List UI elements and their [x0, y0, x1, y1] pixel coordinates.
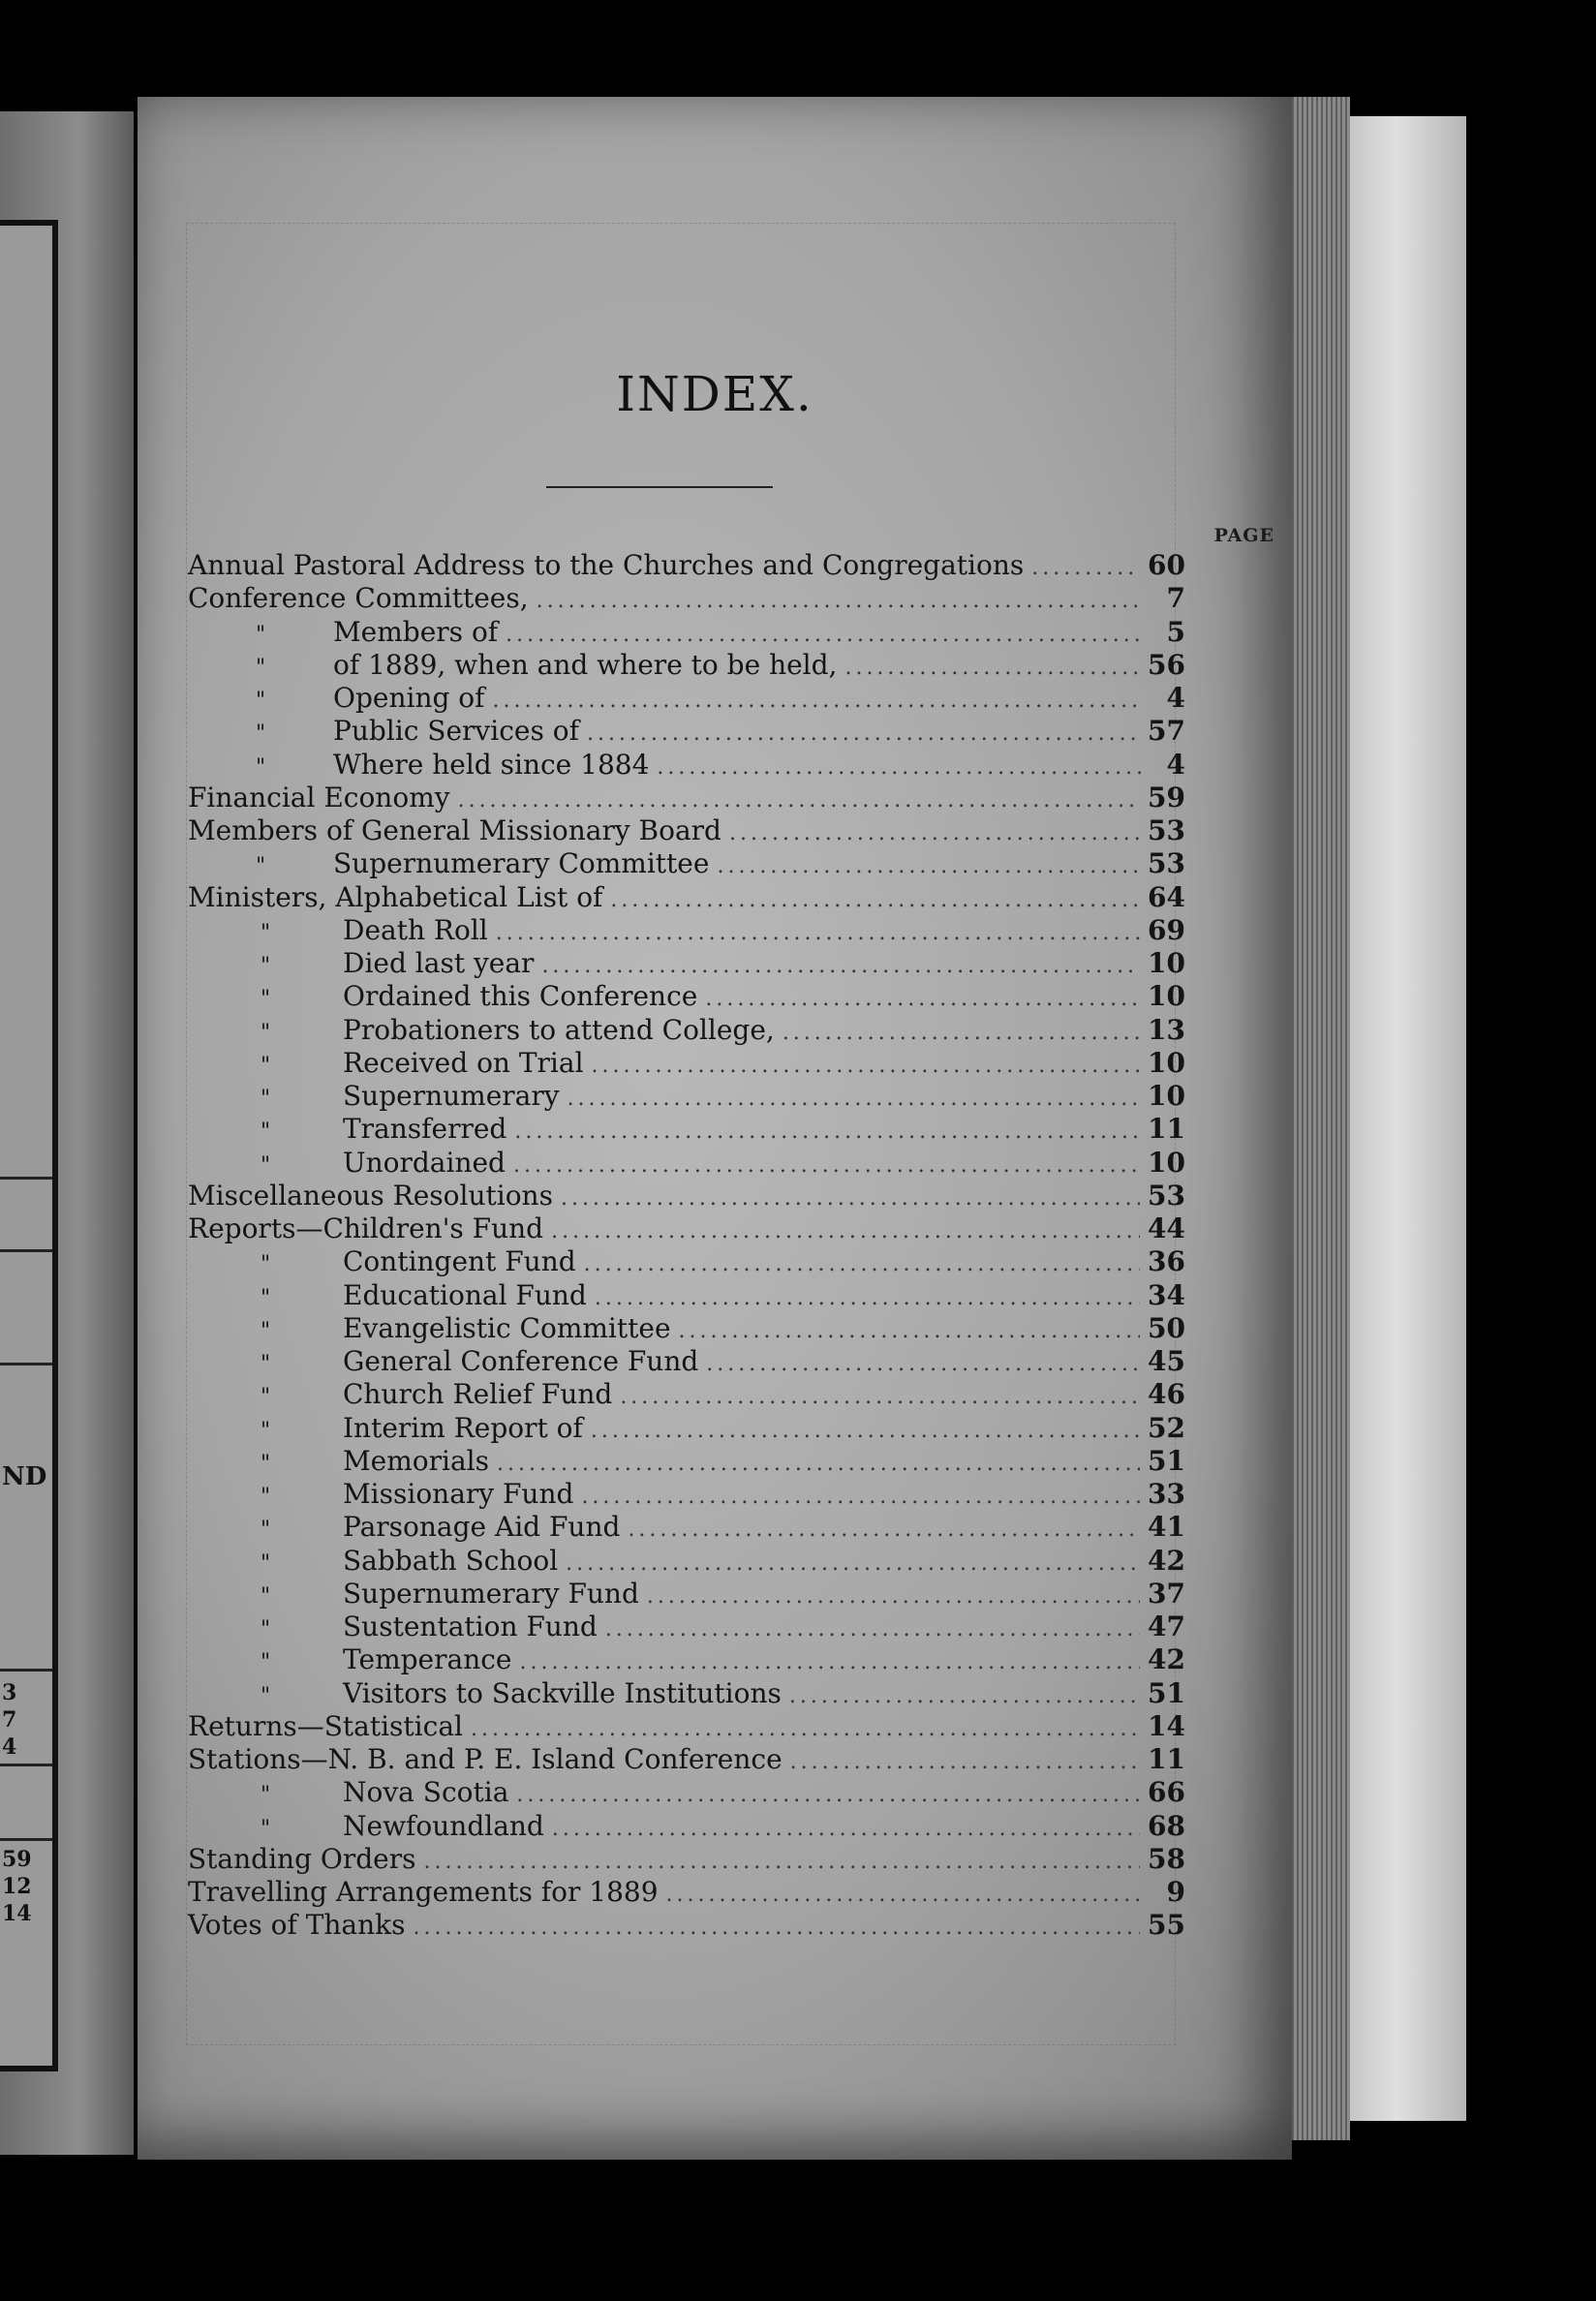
adjacent-page-fragment: 3 — [2, 1680, 17, 1705]
index-entry — [188, 1147, 1185, 1180]
index-entry — [188, 1743, 1185, 1776]
index-entry-label: Public Services of — [333, 715, 579, 748]
index-page — [138, 97, 1292, 2160]
index-entry — [188, 1047, 1185, 1080]
leader-dots — [790, 1750, 1140, 1774]
index-entry-label: Death Roll — [343, 913, 488, 946]
index-entry-page: 41 — [1148, 1511, 1185, 1544]
ditto-mark: " — [260, 1053, 271, 1078]
index-entry-label: Stations—N. B. and P. E. Island Conference — [188, 1743, 783, 1775]
index-entry — [188, 549, 1185, 582]
leader-dots — [514, 1120, 1140, 1144]
leader-dots — [519, 1650, 1140, 1674]
index-entry-label: Missionary Fund — [343, 1478, 574, 1510]
leader-dots — [568, 1087, 1140, 1111]
index-entry — [188, 1611, 1185, 1643]
ditto-mark: " — [260, 1385, 271, 1410]
leader-dots — [423, 1850, 1140, 1874]
adjacent-page-rule — [0, 1669, 52, 1672]
index-entry — [188, 782, 1185, 814]
index-entry-label: Returns—Statistical — [188, 1709, 463, 1742]
index-entry-label: Opening of — [333, 682, 485, 714]
leader-dots — [587, 721, 1140, 746]
index-entry-page: 69 — [1148, 913, 1185, 946]
index-entry-label: Supernumerary — [343, 1080, 560, 1112]
title-rule — [546, 486, 773, 488]
index-entry-page: 42 — [1148, 1544, 1185, 1577]
ditto-mark: " — [260, 1617, 271, 1641]
index-entry-label: Received on Trial — [343, 1046, 584, 1079]
index-entry — [188, 1113, 1185, 1146]
index-entry — [188, 1312, 1185, 1345]
index-entry — [188, 947, 1185, 980]
index-entry-label: Where held since 1884 — [333, 748, 650, 781]
index-entry-page: 57 — [1148, 715, 1185, 748]
index-entry-page: 13 — [1148, 1013, 1185, 1046]
index-entry-label: Annual Pastoral Address to the Churches and Congregations — [188, 549, 1025, 581]
index-entry-page: 53 — [1148, 847, 1185, 880]
leader-dots — [458, 788, 1140, 813]
leader-dots — [592, 1054, 1141, 1078]
adjacent-page-frame — [0, 220, 58, 2071]
leader-dots — [561, 1186, 1140, 1211]
index-entry-page: 10 — [1148, 1046, 1185, 1079]
leader-dots — [584, 1252, 1140, 1276]
index-entry — [188, 914, 1185, 947]
leader-dots — [506, 623, 1143, 647]
index-entry — [188, 1876, 1185, 1909]
ditto-mark: " — [260, 1783, 271, 1808]
index-entry-label: Standing Orders — [188, 1842, 416, 1875]
index-entry — [188, 1710, 1185, 1743]
index-entry-label: Reports—Children's Fund — [188, 1212, 544, 1244]
index-entry-page: 60 — [1148, 549, 1185, 581]
adjacent-page-rule — [0, 1838, 52, 1841]
leader-dots — [551, 1219, 1140, 1243]
leader-dots — [706, 1352, 1140, 1376]
ditto-mark: " — [260, 1451, 271, 1476]
index-entry-page: 10 — [1148, 1146, 1185, 1179]
index-entry-label: Supernumerary Committee — [333, 847, 710, 880]
index-entry-label: Votes of Thanks — [188, 1909, 406, 1942]
index-entry-label: Interim Report of — [343, 1411, 583, 1444]
index-entry — [188, 1677, 1185, 1710]
index-entry-label: Transferred — [343, 1113, 507, 1146]
ditto-mark: " — [260, 1087, 271, 1111]
index-entry-label: Unordained — [343, 1146, 506, 1179]
index-entry-label: Miscellaneous Resolutions — [188, 1179, 553, 1212]
index-entry-label: Ordained this Conference — [343, 980, 698, 1013]
ditto-mark: " — [255, 754, 266, 780]
index-entry-page: 7 — [1166, 582, 1185, 615]
index-entry — [188, 1378, 1185, 1411]
index-entry — [188, 1909, 1185, 1942]
index-entry — [188, 715, 1185, 748]
index-entry-label: Nova Scotia — [343, 1776, 509, 1809]
index-entry-page: 4 — [1166, 682, 1185, 714]
index-entry — [188, 1212, 1185, 1245]
leader-dots — [471, 1717, 1140, 1741]
index-entry-label: Died last year — [343, 947, 535, 979]
index-entry-page: 64 — [1148, 880, 1185, 913]
index-entry-label: Probationers to attend College, — [343, 1013, 775, 1046]
index-entry-label: Contingent Fund — [343, 1245, 576, 1278]
ditto-mark: " — [255, 655, 266, 680]
index-entry-page: 10 — [1148, 980, 1185, 1013]
index-entry-label: Ministers, Alphabetical List of — [188, 880, 603, 913]
index-entry-label: Parsonage Aid Fund — [343, 1511, 621, 1544]
ditto-mark: " — [260, 1816, 271, 1841]
ditto-mark: " — [260, 1418, 271, 1443]
index-entry — [188, 881, 1185, 914]
index-entries — [188, 549, 1185, 1943]
index-entry-page: 45 — [1148, 1345, 1185, 1377]
index-entry-page: 52 — [1148, 1411, 1185, 1444]
index-entry-label: Sabbath School — [343, 1544, 559, 1577]
index-entry-label: Memorials — [343, 1444, 490, 1477]
leader-dots — [844, 656, 1140, 680]
index-entry-label: Supernumerary Fund — [343, 1577, 639, 1610]
index-entry-label: Temperance — [343, 1643, 512, 1676]
index-entry — [188, 1810, 1185, 1843]
index-entry-label: Educational Fund — [343, 1278, 587, 1311]
index-entry-page: 4 — [1166, 748, 1185, 781]
ditto-mark: " — [260, 1020, 271, 1045]
leader-dots — [657, 755, 1143, 780]
index-entry — [188, 1245, 1185, 1278]
ditto-mark: " — [260, 987, 271, 1012]
index-entry-page: 33 — [1148, 1478, 1185, 1510]
index-entry — [188, 1478, 1185, 1511]
leader-dots — [496, 921, 1140, 945]
book-fore-edge — [1350, 116, 1466, 2121]
leader-dots — [605, 1617, 1140, 1641]
index-entry-page: 11 — [1148, 1743, 1185, 1775]
ditto-mark: " — [260, 1318, 271, 1343]
index-entry-page: 59 — [1148, 781, 1185, 813]
index-entry-page: 58 — [1148, 1842, 1185, 1875]
leader-dots — [537, 589, 1143, 613]
index-entry-label: Evangelistic Committee — [343, 1311, 671, 1344]
index-entry — [188, 616, 1185, 649]
index-entry-page: 14 — [1148, 1709, 1185, 1742]
index-entry-label: Conference Committees, — [188, 582, 529, 615]
adjacent-page-fragment: 12 — [2, 1874, 32, 1899]
index-entry — [188, 814, 1185, 847]
index-entry-page: 44 — [1148, 1212, 1185, 1244]
index-entry-label: Financial Economy — [188, 781, 450, 813]
index-entry-label: General Conference Fund — [343, 1345, 699, 1377]
leader-dots — [628, 1518, 1140, 1542]
ditto-mark: " — [260, 1650, 271, 1675]
leader-dots — [729, 821, 1140, 845]
index-entry — [188, 1014, 1185, 1047]
index-entry — [188, 1511, 1185, 1544]
leader-dots — [595, 1286, 1140, 1310]
index-entry-label: Members of General Missionary Board — [188, 814, 721, 846]
ditto-mark: " — [260, 1120, 271, 1145]
index-entry-label: Visitors to Sackville Institutions — [343, 1676, 782, 1709]
leader-dots — [493, 689, 1143, 713]
index-entry — [188, 1279, 1185, 1312]
index-entry-page: 66 — [1148, 1776, 1185, 1809]
ditto-mark: " — [260, 1285, 271, 1310]
leader-dots — [497, 1452, 1140, 1476]
index-entry-label: Church Relief Fund — [343, 1378, 613, 1411]
leader-dots — [705, 987, 1140, 1011]
index-entry — [188, 1843, 1185, 1876]
index-entry-page: 47 — [1148, 1611, 1185, 1642]
adjacent-page-rule — [0, 1177, 52, 1180]
index-entry — [188, 649, 1185, 682]
ditto-mark: " — [255, 721, 266, 747]
index-entry-page: 51 — [1148, 1676, 1185, 1709]
leader-dots — [552, 1817, 1140, 1841]
ditto-mark: " — [260, 920, 271, 945]
index-entry-page: 34 — [1148, 1278, 1185, 1311]
index-entry-page: 51 — [1148, 1444, 1185, 1477]
adjacent-page — [0, 111, 134, 2155]
adjacent-page-rule — [0, 1764, 52, 1766]
index-entry — [188, 847, 1185, 880]
leader-dots — [679, 1319, 1141, 1343]
index-entry-page: 36 — [1148, 1245, 1185, 1278]
index-entry-page: 46 — [1148, 1378, 1185, 1411]
index-entry — [188, 1180, 1185, 1212]
leader-dots — [541, 954, 1140, 978]
leader-dots — [789, 1684, 1140, 1708]
leader-dots — [591, 1419, 1140, 1443]
index-entry — [188, 980, 1185, 1013]
page-column-label: PAGE — [1213, 525, 1274, 546]
index-entry — [188, 1412, 1185, 1445]
ditto-mark: " — [260, 1518, 271, 1543]
leader-dots — [414, 1916, 1141, 1940]
ditto-mark: " — [260, 1683, 271, 1708]
leader-dots — [717, 854, 1140, 878]
ditto-mark: " — [255, 854, 266, 879]
index-entry-page: 10 — [1148, 947, 1185, 979]
index-entry — [188, 1545, 1185, 1578]
ditto-mark: " — [260, 1550, 271, 1576]
leader-dots — [666, 1883, 1143, 1907]
index-entry-label: Newfoundland — [343, 1809, 544, 1842]
index-entry — [188, 1345, 1185, 1378]
ditto-mark: " — [255, 689, 266, 713]
index-entry — [188, 1643, 1185, 1676]
index-entry-page: 9 — [1166, 1876, 1185, 1908]
leader-dots — [620, 1385, 1140, 1409]
index-entry-label: Sustentation Fund — [343, 1611, 598, 1642]
index-entry-page: 50 — [1148, 1311, 1185, 1344]
adjacent-page-fragment: 14 — [2, 1901, 32, 1926]
leader-dots — [513, 1153, 1140, 1178]
ditto-mark: " — [260, 1352, 271, 1376]
index-entry — [188, 1776, 1185, 1809]
adjacent-page-fragment: ND — [2, 1462, 47, 1491]
ditto-mark: " — [255, 622, 266, 647]
page-stack-edge — [1292, 97, 1350, 2140]
page-title: INDEX. — [616, 366, 813, 422]
index-entry-label: Travelling Arrangements for 1889 — [188, 1876, 659, 1908]
index-entry-page: 11 — [1148, 1113, 1185, 1146]
leader-dots — [783, 1021, 1140, 1045]
index-entry-page: 10 — [1148, 1080, 1185, 1112]
ditto-mark: " — [260, 954, 271, 978]
leader-dots — [647, 1584, 1140, 1609]
index-entry — [188, 1080, 1185, 1113]
index-entry-label: Members of — [333, 615, 499, 648]
index-entry-page: 55 — [1148, 1909, 1185, 1942]
index-entry — [188, 1578, 1185, 1611]
adjacent-page-fragment: 4 — [2, 1734, 17, 1760]
index-entry-label: of 1889, when and where to be held, — [333, 648, 838, 681]
ditto-mark: " — [260, 1583, 271, 1609]
index-entry — [188, 682, 1185, 715]
adjacent-page-fragment: 59 — [2, 1847, 32, 1872]
ditto-mark: " — [260, 1485, 271, 1509]
index-entry-page: 42 — [1148, 1643, 1185, 1676]
leader-dots — [516, 1783, 1140, 1807]
leader-dots — [1031, 556, 1140, 580]
ditto-mark: " — [260, 1152, 271, 1178]
index-entry-page: 53 — [1148, 1179, 1185, 1212]
adjacent-page-rule — [0, 1363, 52, 1365]
index-entry-page: 68 — [1148, 1809, 1185, 1842]
adjacent-page-fragment: 7 — [2, 1707, 17, 1733]
index-entry-page: 5 — [1166, 615, 1185, 648]
index-entry-page: 37 — [1148, 1577, 1185, 1610]
leader-dots — [566, 1551, 1140, 1576]
index-entry — [188, 1445, 1185, 1478]
index-entry-page: 53 — [1148, 814, 1185, 846]
leader-dots — [610, 888, 1140, 912]
ditto-mark: " — [260, 1252, 271, 1277]
index-entry — [188, 749, 1185, 782]
leader-dots — [581, 1485, 1140, 1509]
adjacent-page-rule — [0, 1249, 52, 1252]
index-entry — [188, 582, 1185, 615]
index-entry-page: 56 — [1148, 648, 1185, 681]
